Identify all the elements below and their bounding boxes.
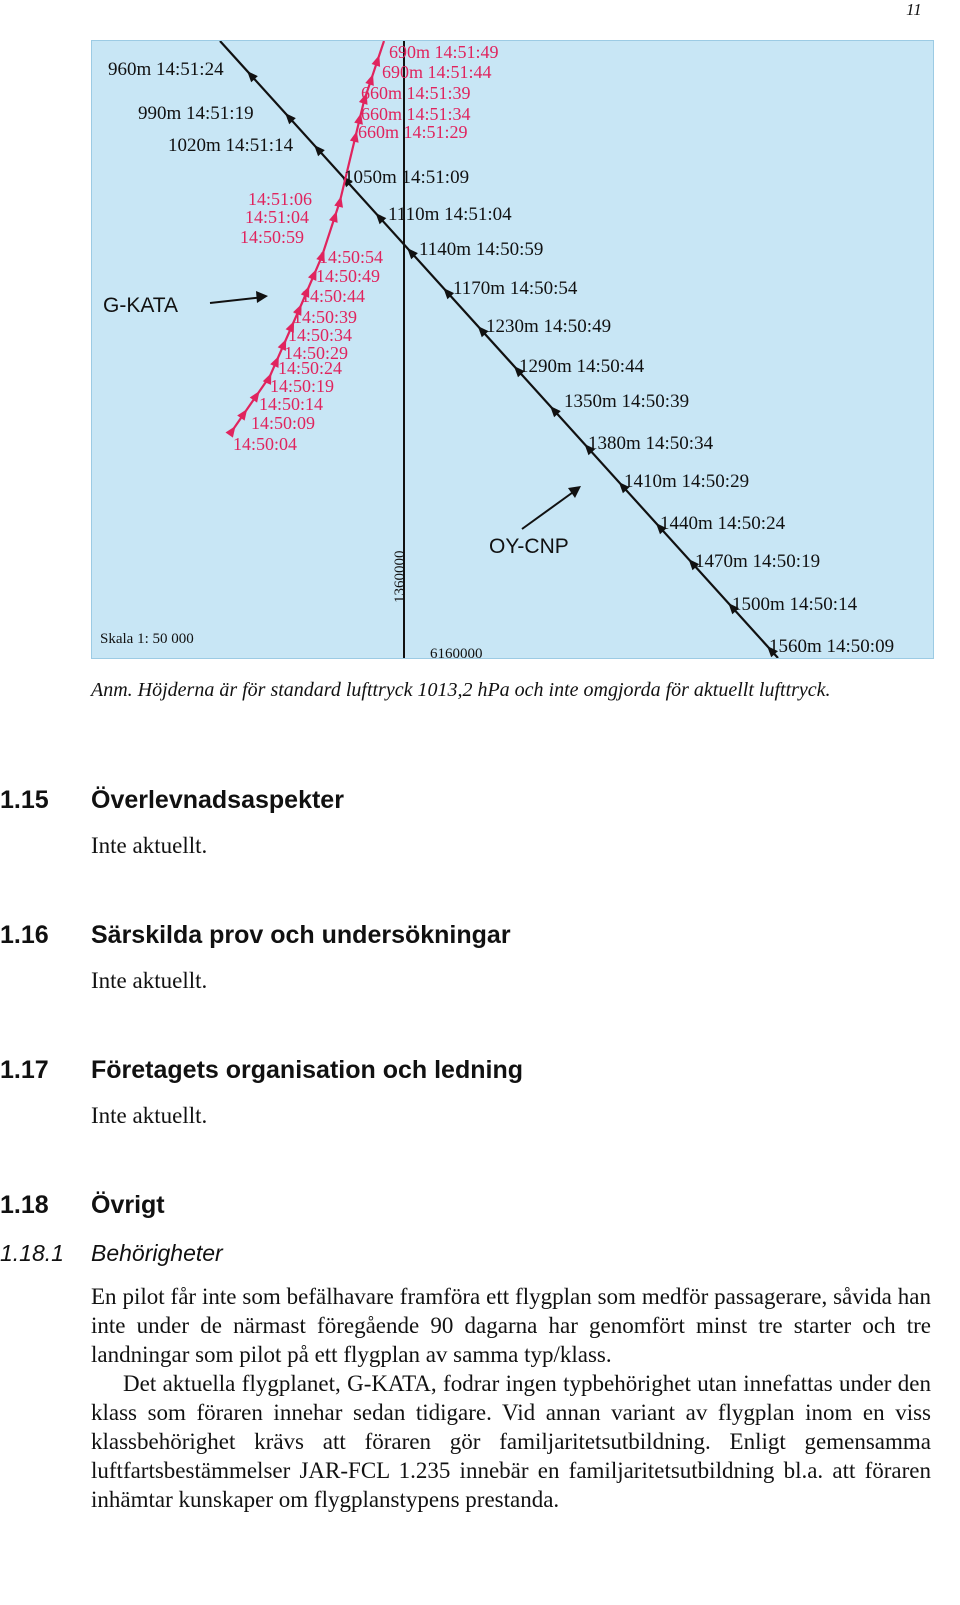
g-kata-label: 14:51:04 [245, 207, 310, 227]
grid-label-vertical: 1360000 [392, 550, 408, 603]
section-text-1-17: Inte aktuellt. [91, 1103, 208, 1128]
oy-cnp-label: 1230m 14:50:49 [486, 316, 612, 337]
g-kata-label: 14:50:44 [301, 286, 366, 306]
section-number: 1.18 [0, 1191, 49, 1219]
g-kata-track-marker [372, 55, 381, 67]
oy-cnp-label: 960m 14:51:24 [108, 59, 224, 80]
subsection-title: Behörigheter [91, 1240, 223, 1266]
oy-cnp-callout: OY-CNP [489, 535, 569, 558]
oy-cnp-label: 1500m 14:50:14 [732, 594, 858, 615]
g-kata-label: 690m 14:51:49 [389, 42, 499, 62]
radar-track-svg [92, 41, 933, 658]
g-kata-label: 14:50:49 [316, 266, 381, 286]
oy-cnp-label: 1470m 14:50:19 [695, 551, 821, 572]
page-number: 11 [906, 0, 922, 19]
figure-note: Anm. Höjderna är för standard lufttryck 1013,2 hPa och inte omgjorda för aktuellt lufttryck. [91, 679, 831, 701]
oy-cnp-label: 1020m 14:51:14 [168, 135, 294, 156]
oy-cnp-pointer-arrow [568, 486, 581, 498]
g-kata-label: 660m 14:51:34 [361, 104, 471, 124]
grid-label-horizontal: 6160000 [430, 646, 483, 658]
g-kata-pointer-line [210, 297, 264, 303]
section-title: Företagets organisation och ledning [91, 1056, 523, 1084]
section-text-1-16: Inte aktuellt. [91, 968, 208, 993]
radar-track-figure [91, 40, 934, 659]
section-title: Överlevnadsaspekter [91, 786, 344, 814]
oy-cnp-label: 1380m 14:50:34 [588, 433, 714, 454]
oy-cnp-label: 1050m 14:51:09 [344, 167, 470, 188]
g-kata-label: 14:50:09 [251, 413, 316, 433]
section-text-1-15: Inte aktuellt. [91, 833, 208, 858]
g-kata-label: 14:50:59 [240, 227, 305, 247]
g-kata-label: 660m 14:51:39 [361, 83, 471, 103]
oy-cnp-label: 1290m 14:50:44 [519, 356, 645, 377]
g-kata-label: 14:51:06 [248, 189, 313, 209]
g-kata-label: 14:50:14 [259, 394, 324, 414]
oy-cnp-label: 1410m 14:50:29 [624, 471, 750, 492]
subsection-number: 1.18.1 [0, 1240, 64, 1266]
g-kata-label: 14:50:29 [284, 343, 349, 363]
g-kata-callout: G-KATA [103, 294, 179, 317]
oy-cnp-label: 1110m 14:51:04 [388, 204, 512, 225]
section-title: Övrigt [91, 1191, 165, 1219]
paragraph: En pilot får inte som befälhavare framföra ett flygplan som medför passagerare, såvida han inte under de närmast föregående 90 dagarna har genomfört minst tre starter och tre landningar som pilot på ett flygplan av samma typ/klass. [91, 1284, 931, 1367]
g-kata-pointer-arrow [256, 291, 268, 303]
map-scale: Skala 1: 50 000 [100, 631, 194, 647]
section-number: 1.17 [0, 1056, 49, 1084]
oy-cnp-label: 1140m 14:50:59 [419, 239, 544, 260]
g-kata-track-marker [329, 211, 338, 223]
oy-cnp-label: 1350m 14:50:39 [564, 391, 690, 412]
subsection-body [91, 1282, 931, 1514]
oy-cnp-pointer-line [522, 490, 576, 529]
section-title: Särskilda prov och undersökningar [91, 921, 511, 949]
oy-cnp-label: 1170m 14:50:54 [453, 278, 578, 299]
oy-cnp-labels [108, 59, 894, 657]
g-kata-label: 14:50:04 [233, 434, 298, 454]
section-number: 1.16 [0, 921, 49, 949]
g-kata-label: 660m 14:51:29 [358, 122, 468, 142]
g-kata-label: 14:50:24 [278, 358, 343, 378]
g-kata-label: 14:50:34 [288, 325, 353, 345]
oy-cnp-label: 990m 14:51:19 [138, 103, 254, 124]
oy-cnp-label: 1440m 14:50:24 [660, 513, 786, 534]
g-kata-track-marker [237, 409, 247, 421]
oy-cnp-label: 1560m 14:50:09 [769, 636, 895, 657]
g-kata-label: 690m 14:51:44 [382, 62, 492, 82]
section-number: 1.15 [0, 786, 49, 814]
g-kata-label: 14:50:39 [293, 307, 358, 327]
g-kata-label: 14:50:54 [319, 247, 384, 267]
paragraph: Det aktuella flygplanet, G-KATA, fodrar ingen typbehörighet utan innefattas under den klass som föraren innehar sedan tidigare. Vid annan variant av flygplan inom en viss klassbehörighet krävs att föraren gör familjaritetsutbildning. Enligt gemensamma luftfartsbestämmelser JAR-FCL 1.235 innebär en familjaritetsutbildning bl.a. att föraren inhämtar kunskaper om flygplanstypens prestanda. [91, 1371, 931, 1512]
g-kata-label: 14:50:19 [270, 376, 335, 396]
